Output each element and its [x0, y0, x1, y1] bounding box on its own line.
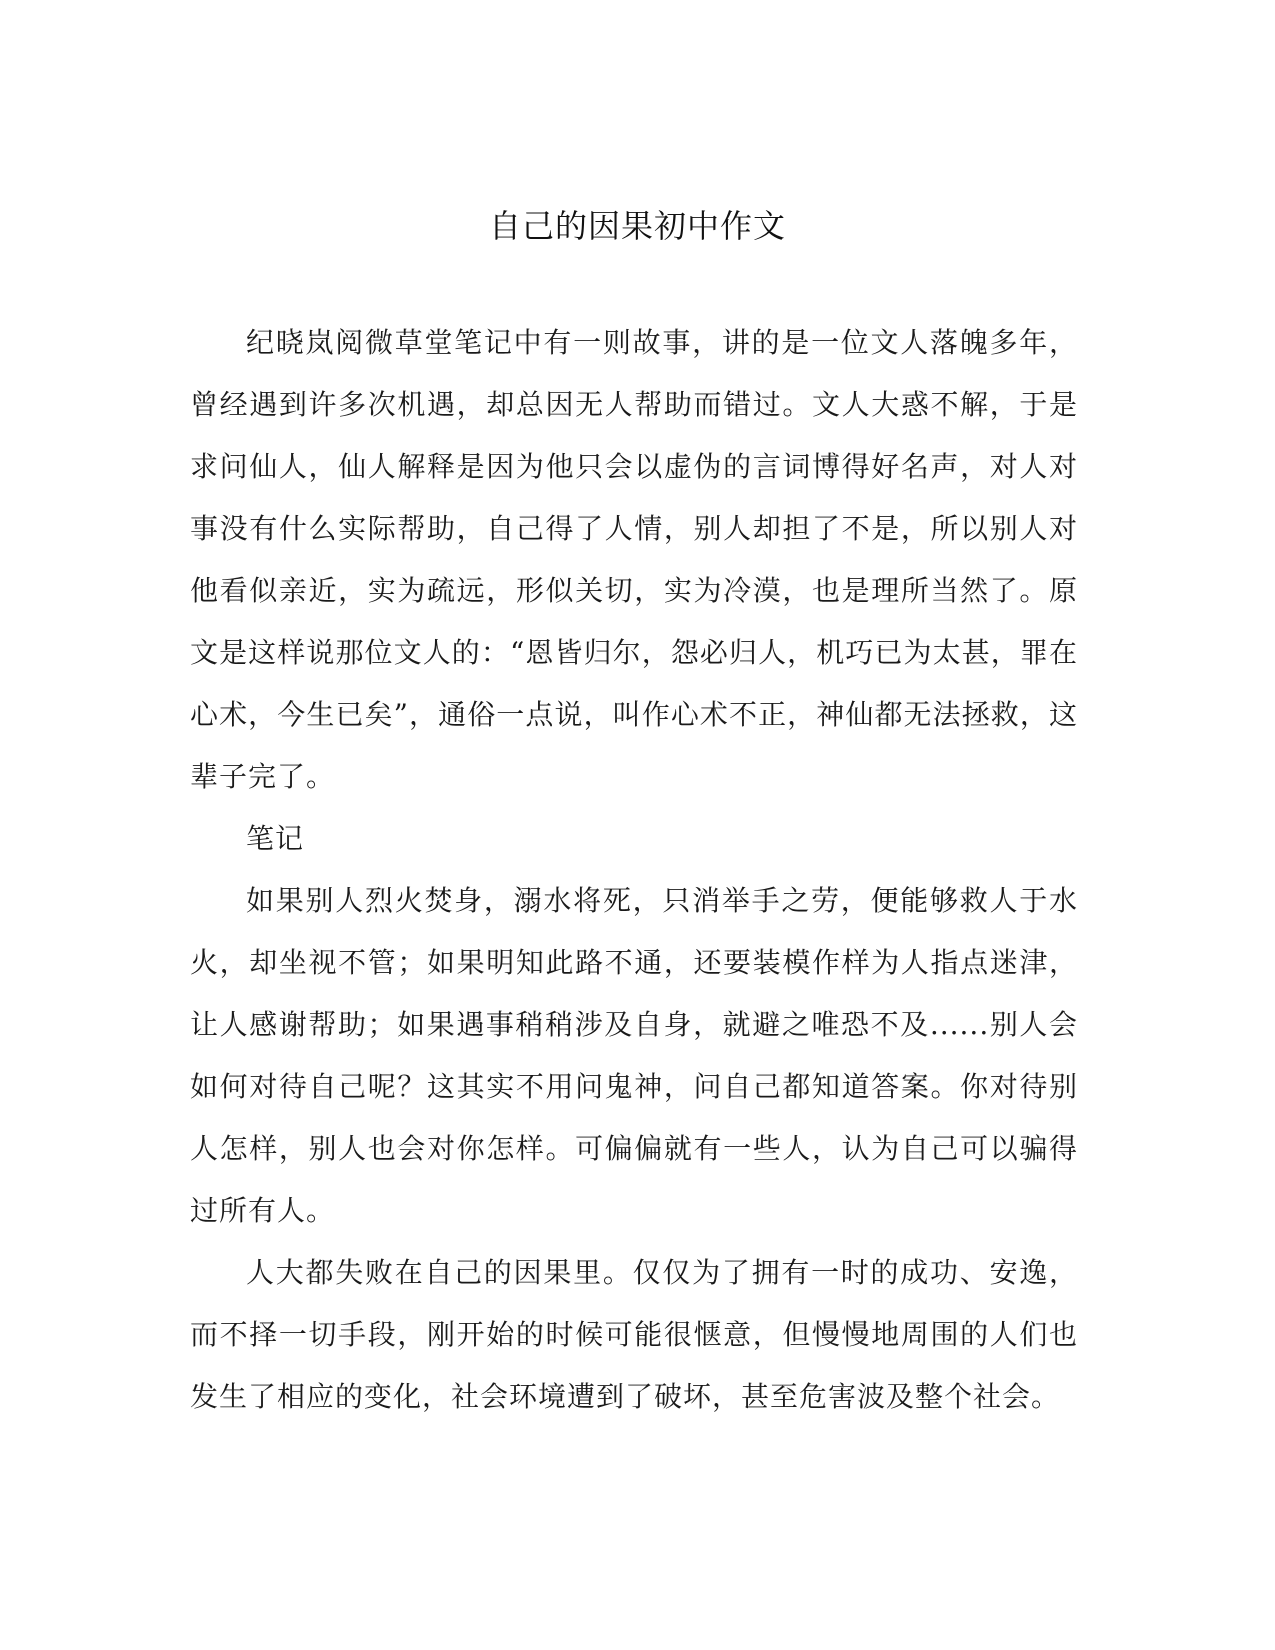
document-body	[190, 312, 1078, 1428]
paragraph-story: 纪晓岚阅微草堂笔记中有一则故事，讲的是一位文人落魄多年，曾经遇到许多次机遇，却总因无人帮助而错过。文人大惑不解，于是求问仙人，仙人解释是因为他只会以虚伪的言词博得好名声，对人对事没有什么实际帮助，自己得了人情，别人却担了不是，所以别人对他看似亲近，实为疏远，形似关切，实为冷漠，也是理所当然了。原文是这样说那位文人的：“恩皆归尔，怨必归人，机巧已为太甚，罪在心术，今生已矣”，通俗一点说，叫作心术不正，神仙都无法拯救，这辈子完了。	[190, 326, 1078, 793]
paragraph-conclusion: 人大都失败在自己的因果里。仅仅为了拥有一时的成功、安逸，而不择一切手段，刚开始的时候可能很惬意，但慢慢地周围的人们也发生了相应的变化，社会环境遭到了破坏，甚至危害波及整个社会。	[190, 1256, 1078, 1413]
document-title: 自己的因果初中作文	[488, 207, 786, 245]
paragraph-reflection: 如果别人烈火焚身，溺水将死，只消举手之劳，便能够救人于水火，却坐视不管；如果明知此路不通，还要装模作样为人指点迷津，让人感谢帮助；如果遇事稍稍涉及自身，就避之唯恐不及......别人会如何对待自己呢？这其实不用问鬼神，问自己都知道答案。你对待别人怎样，别人也会对你怎样。可偏偏就有一些人，认为自己可以骗得过所有人。	[190, 884, 1078, 1227]
paragraph-notes-heading: 笔记	[246, 822, 305, 855]
